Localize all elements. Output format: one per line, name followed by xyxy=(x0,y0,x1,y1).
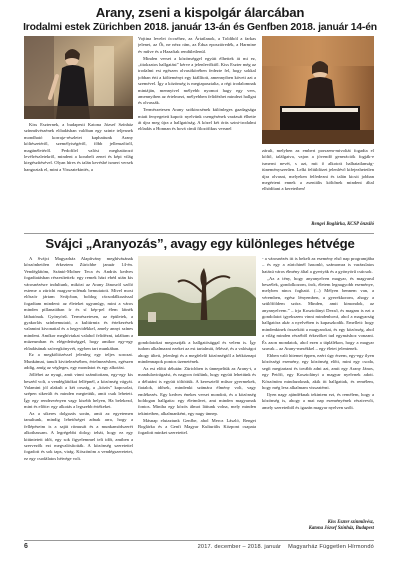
performer-photo-1-image xyxy=(24,36,133,119)
article-2-column-1 xyxy=(24,256,133,538)
landscape-photo-image xyxy=(138,256,256,336)
article-1-title: Arany, zseni a kispolgár álarcában xyxy=(95,5,305,20)
landscape-photo xyxy=(138,256,256,336)
article-2-paragraph: Az a sikeres dolgozás során, amit az egyetemen tanultunk, mindig lehetőséget adnak arra, hogy a fellépéseim is a saját ritmusát és a munkamódszerét alkothassam. A legrégebbi dolog: tehát, hogy ez egy kitüntetett időt, egy sok figyelemmel teli időt, amiben a szervezők ezt megvalósították. A közönség szeretettel fogadott és sok taps, virág. Köszönöm a vendégszeretetet, ez egy csodálatos hétvége volt. xyxy=(24,410,133,461)
issue-date: 2017. december – 2018. január xyxy=(197,543,282,550)
section-divider xyxy=(24,233,374,234)
footer-divider xyxy=(24,540,374,541)
article-2-paragraph: Jólléhet az nyugi, amit vinni számítottam, egy-egy kis beszéd volt, a vendéglátókat fellépnél, a közönség vágyát. Valamint jól alakult a két ország, a „közös” kapcsolat, szépen sikerült és minden megtettük, amit csak lehetett. Így egy rendezvényen vagy kisebb helyen, Ha belekezd, mint és előtte: egy alkotás a legszebb értékeket. xyxy=(24,372,133,410)
article-1-paragraph: zárult, melyben az emberi porszem-mivoltát fogadta el költő, találgatva, vajon a jövendő generációk fogják-e ismerni nevét, s azt, mit ő alkotott halhatatlanság-tüneményszerűen. Lelki feltüldözet jelenlévő kifejezhetetlen újra olvasni, melyeken felfedezni és talán kicsit jobban megérteni ennek a zseniális költőnek mindent által elhódítani a kereteiben! xyxy=(262,148,374,192)
article-2-paragraph: Ilyen nagy ajándéknak tekintem ezt, és remélem, hogy a közönség is, ahogy a mai nap eseményének résztvevői, amely szeretetből és igazán magyar nyelven szólt. xyxy=(262,391,374,410)
article-2-paragraph: gondolatokat megosztják a hallgatósággal és velem is. Így tudom alkalmazni ezeket az est tartalmát, féléssé, és a valóságot ahogy ülteti, jelenlegi és a megfelelő közönségtől a hétköznapi mindennapok pontos üzenetének. xyxy=(138,340,256,365)
article-1-caption xyxy=(24,122,133,234)
article-2-signature-line-2: Katona József Színház, Budapest xyxy=(308,526,374,532)
article-2-column-3 xyxy=(262,256,374,518)
article-1-column-2 xyxy=(138,36,256,232)
article-2-title: Svájci „Aranyozás”, avagy egy különleges hétvége xyxy=(45,236,355,251)
article-2-column-2 xyxy=(138,340,256,538)
article-1-paragraph: Vojtina levelei öccséhez, az Ártatlanok, a Toldiból a farkas jelenet, az Őt, ne nézz rám, az Édua eposztöredék, a Harmine év műve és a Hazafiak rendületlenül. xyxy=(138,36,256,54)
article-1-caption-text: Kiss Eszternek, a budapesti Katona József Színház színművészének előadásban valóban egy szinte teljesnek mondható korrajz-részletet kaphattunk Arany költészetéről, személyiségéről, főbb jellemzőiről, magánéletéről. Pedofilel valóst meghatározó levélrészletekről, mindent a korabeli zenei és képi világ kiegészítésével. Olyan híres és talán kevésbé ismert versek hangoztak el, mint a Visszatekintés, a xyxy=(24,122,133,172)
article-2-paragraph: - a városnézés itt is bekelt az esemény első nap programjába – és egy a zürichinél hasonló, számomra is varázslatos hatású város élmény által a gyertyák és a gyönyörű csúcsok. xyxy=(262,256,374,274)
article-2-signature xyxy=(262,520,374,533)
article-2-paragraph: Másnap elutaztunk Genfbe, ahol Mercz László, Rengei Boglárka és a Genfi Magyar Kulturális Központ csapata fogadott minket szeretettel. xyxy=(138,417,256,436)
article-1-subtitle: Irodalmi estek Zürichben 2018. január 13-án és Genfben 2018. január 14-én xyxy=(23,22,377,33)
footer-info xyxy=(198,544,374,550)
performer-photo-2 xyxy=(262,36,374,144)
article-2-paragraph: Az est előtti délután: Zürichben is ünnepeltük az Arany-t, a mandulavirágzást, és nagyon örülünk, hogy együtt lehettünk és a délutánt is együtt töltöttük. A keresztelő műsor gyermekek, fiatalok, idősek, mindenki számára élmény volt, vagy emlékezés. Egy kedves énekes verset mondott, és a közönség boldogan hallgatta: egy életművet, ami minden magyarnak fontos. Mintha egy közös álmot láttunk volna, mely minden tekintetben, alkalmanként, egy nagy ünnep. xyxy=(138,366,256,416)
article-2-paragraph: „Az a tény, hogy anyanyelven magyar, és magyarul beszélek, gondolkozom, írok, életem legnagyobb eseménye, melyben nincs fogható. (...) Mélyen bennem van, a véremben, egész lényemben, a gyerekkorom, ahogy a szülőföldem szóra. Minden, amit kimondok, az anyanyelvem.” – írja Kosztolányi Dezső, és magam is ezt a gondolatot igyekszem vinni mindenhová, ahol a magyarság hallgatóra akár a nyelvében is kapaszkodik. Emellett: hogy mindenkinek összeköti a magyarokat, és egy közösség, ahol a világ minden részéből érkezőket tud egymáshoz vonzani. És azon mondatok, ahol ezen a táplálékon, hogy a magyar szavak – az Arany-mesékkel – egy életet jelentenek. xyxy=(262,275,374,352)
article-2-paragraph: Ez a megköltözéssel jelenleg egy teljes sorozat. Munkámat, tanult kivitelezésében, értelmezésben, egészen addig, amíg az végleges, egy mondatot és egy alkotást. xyxy=(24,352,133,371)
performer-photo-1 xyxy=(24,36,133,119)
article-1-column-3 xyxy=(262,148,374,220)
article-1-paragraph: Természetesen Arany szókincsének különleges gazdagsága miatt fenyegetett kapott: nyelvünk csengésének varázsát élhette át újra meg újra a hallgatóság. A közel két órás szini-irodalmi előadás a Honnan és hová című filozófikus versnel xyxy=(138,107,256,132)
page-number: 6 xyxy=(24,543,28,550)
performer-photo-2-image xyxy=(262,36,374,144)
article-2-signature-line-1: Kiss Eszter színművész, xyxy=(327,520,374,525)
article-1-paragraph: Minden verset a közönséggel együtt élhettek át mi ez, „titokzatos hallgatást” kérve a jelenlevőktől. Kiss Eszter még az irodalmi est egészen olvasókörében fedezte fel, hogy sokkal jobban érti a költeményt egy kiállított, amennyiben követi azt a szemével. Így a közönség is megtapasztalta, a régi irodalomnak mintáján, mennyivel mélyebb nyomot hagy egy vers, amennyiben az értelmezi, mélyebben felidézhet mindezt hallgat és olvassák. xyxy=(138,55,256,106)
page-footer xyxy=(24,543,374,550)
publication-name: Magyarház Független Hírmondó xyxy=(288,543,374,550)
article-2-paragraph: A Svájci Magyarház Alapítvány meghívásának köszönhetően érkeztem Zürichbe január 14-én. Vendéglátóm, Szántó-Molner Teca és András kedves fogadtatásban részesítettek: egy remek házi ebéd után kis városnézésre indultunk, miközt az Arany Jánosról szóló esteme a zürichi magyar-rolénak bemutatott. Mivel most először jártam Svájcban, boldog rácsodálkozással fogadtam mindent: az életeket ugyanúgy, mint a város minden pillanatában ír és sí kép-pel élem látnék láthatónak. Gyönyörű. Természetesen, az épületek, a gyakorlás színbemutató, a kultúrmix és értekezések valamint kivonattal és a hegyvidékkel, amely annyi színes mindent. Amíkor meghívtakat valahol felidézni, találtam a múzeumban és elégedettséggel, hogy amikor egy-egy előadásának szövegkönyvét, egyben tart munkában. xyxy=(24,256,133,351)
article-1-signature: Rengei Boglárka, KCSP önzsiló xyxy=(311,222,374,227)
article-2-paragraph: Ebben való hitemet éppen, ezért úgy érzem, egy-egy ilyen közösségi esemény, egy közönség előtt, mint egy csoda, segít megtartani és tovább adni azt, amit egy Arany János, egy Petőfi, egy Kosztolányi a magyar nyelvnek adott. Köszönöm mindazoknak, akik itt hallgattak, és remélem, hogy még lesz alkalmam visszatérni. xyxy=(262,352,374,390)
